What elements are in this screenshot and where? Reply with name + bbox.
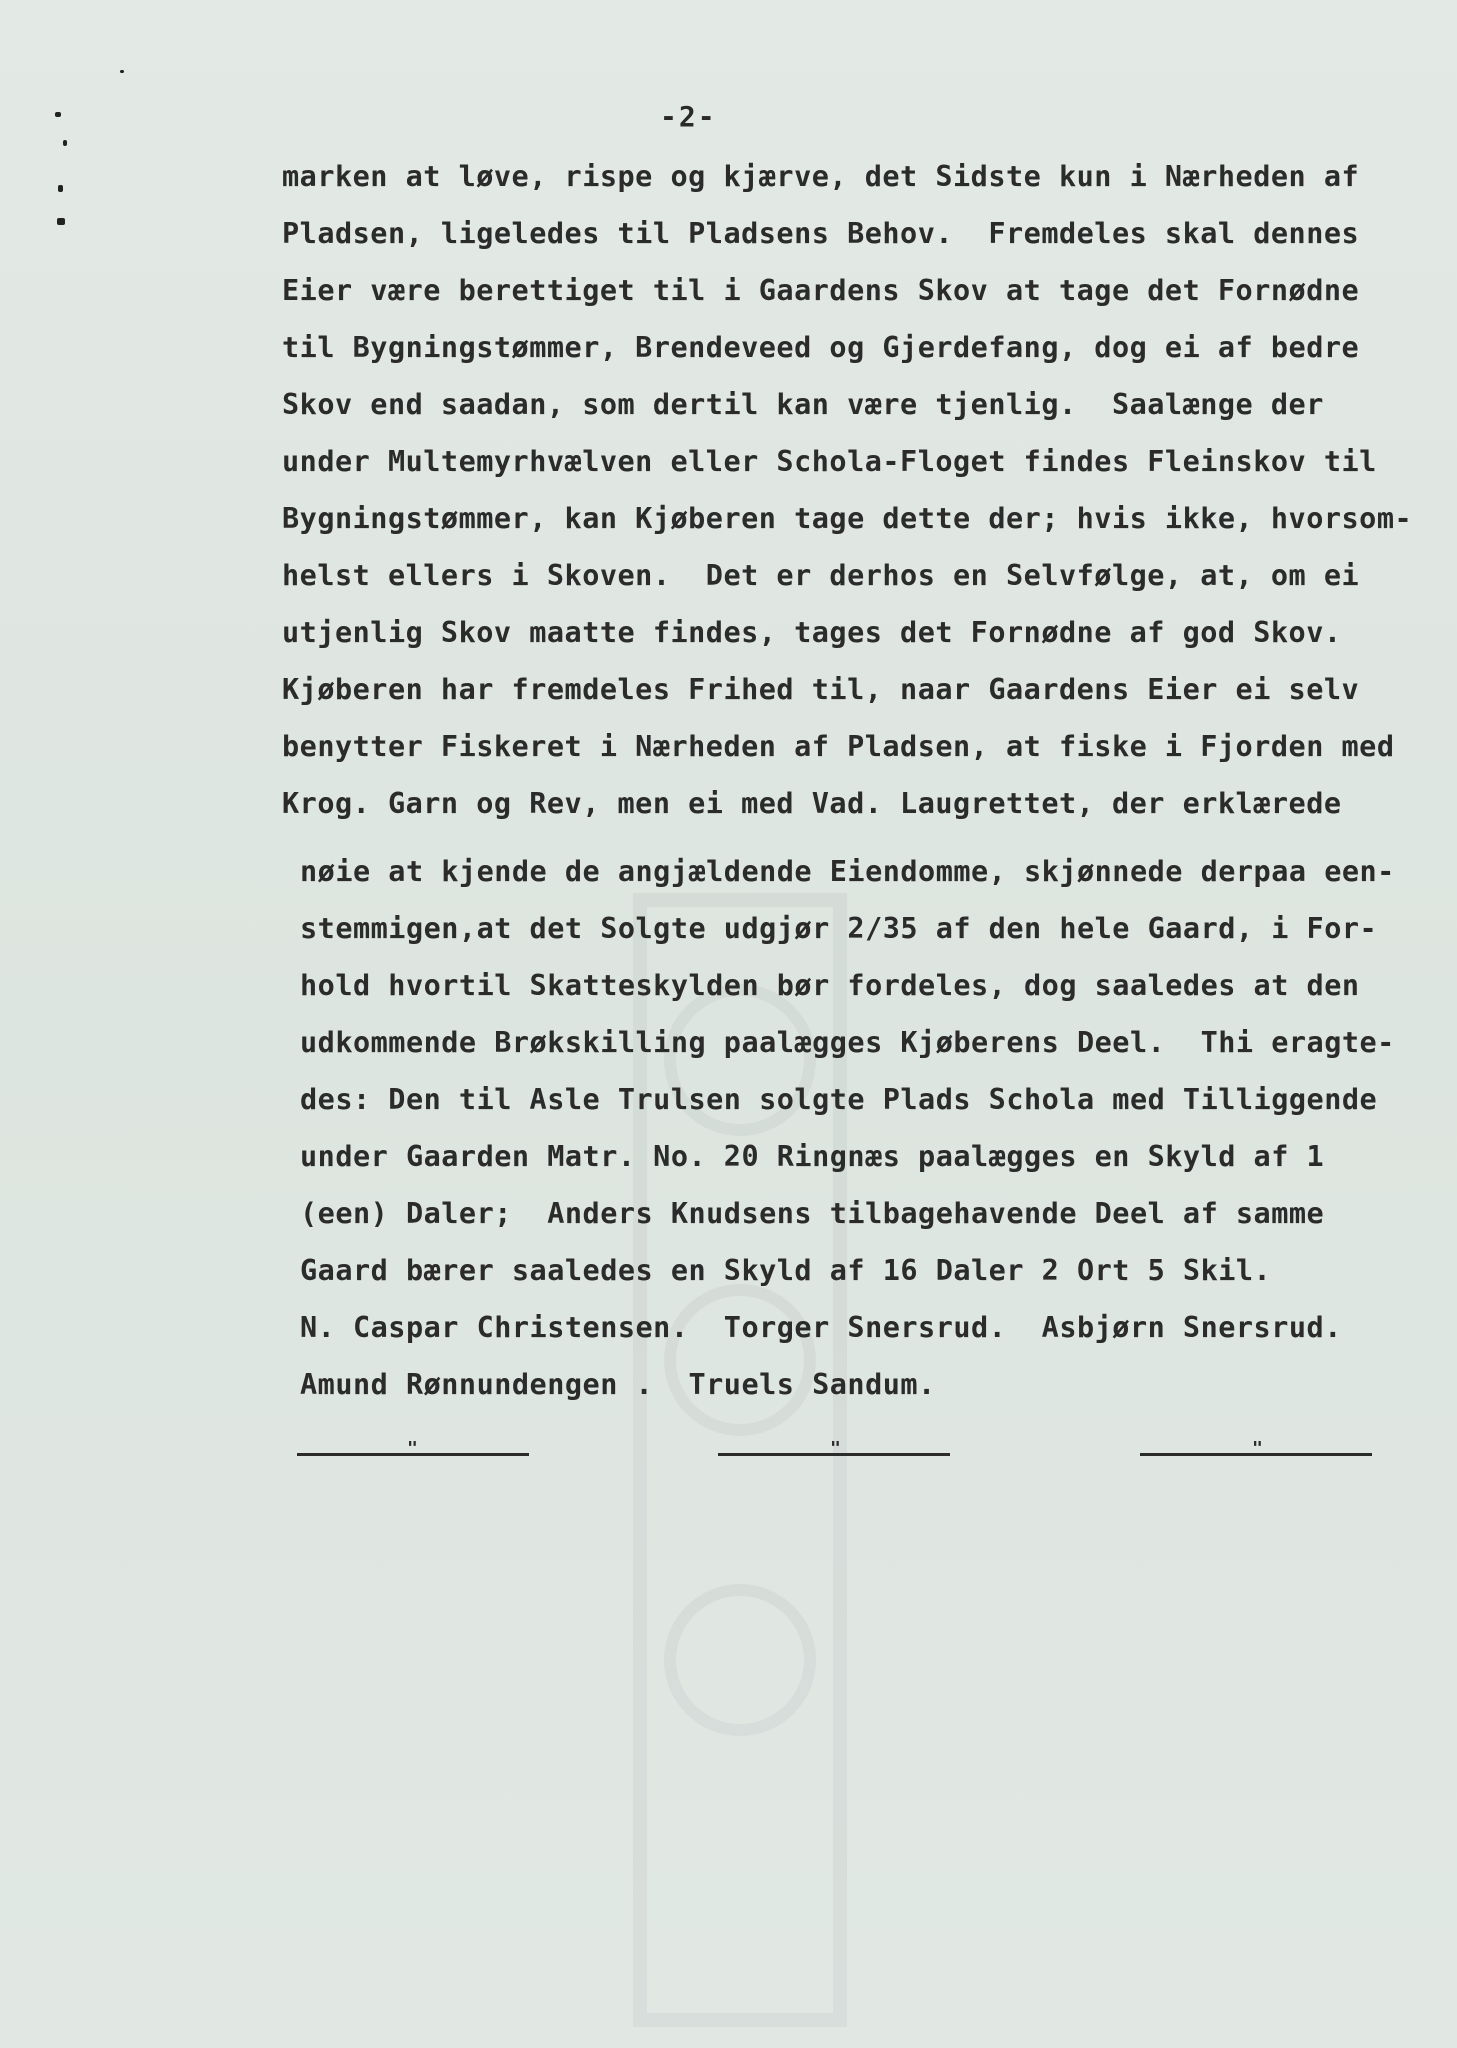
- margin-speck: [57, 218, 65, 225]
- text-line: Krog. Garn og Rev, men ei med Vad. Laugrettet, der erklærede: [282, 787, 1342, 820]
- ditto-mark: ": [830, 1438, 841, 1459]
- text-line: Eier være berettiget til i Gaardens Skov at tage det Fornødne: [282, 274, 1360, 307]
- text-line: under Multemyrhvælven eller Schola-Floget findes Fleinskov til: [282, 445, 1377, 478]
- page-number: -2-: [660, 100, 717, 133]
- text-line: Pladsen, ligeledes til Pladsens Behov. Fremdeles skal dennes: [282, 217, 1360, 250]
- signature-line: Amund Rønnundengen . Truels Sandum.: [300, 1368, 936, 1401]
- text-line: (een) Daler; Anders Knudsens tilbagehavende Deel af samme: [300, 1197, 1325, 1230]
- text-line: til Bygningstømmer, Brendeveed og Gjerdefang, dog ei af bedre: [282, 331, 1360, 364]
- text-line: Kjøberen har fremdeles Frihed til, naar Gaardens Eier ei selv: [282, 673, 1360, 706]
- text-line: nøie at kjende de angjældende Eiendomme, skjønnede derpaa een-: [300, 855, 1395, 888]
- text-line: Skov end saadan, som dertil kan være tjenlig. Saalænge der: [282, 388, 1324, 421]
- text-line: marken at løve, rispe og kjærve, det Sidste kun i Nærheden af: [282, 160, 1360, 193]
- signature-line: N. Caspar Christensen. Torger Snersrud. Asbjørn Snersrud.: [300, 1311, 1342, 1344]
- text-line: utjenlig Skov maatte findes, tages det Fornødne af god Skov.: [282, 616, 1342, 649]
- ditto-mark: ": [1252, 1438, 1263, 1459]
- margin-speck: [120, 70, 124, 73]
- margin-speck: [63, 140, 67, 146]
- text-line: udkommende Brøkskilling paalægges Kjøberens Deel. Thi eragte-: [300, 1026, 1395, 1059]
- text-line: benytter Fiskeret i Nærheden af Pladsen, at fiske i Fjorden med: [282, 730, 1395, 763]
- margin-speck: [58, 185, 63, 192]
- text-line: under Gaarden Matr. No. 20 Ringnæs paalægges en Skyld af 1: [300, 1140, 1325, 1173]
- margin-speck: [55, 112, 61, 117]
- text-line: des: Den til Asle Trulsen solgte Plads Schola med Tilliggende: [300, 1083, 1378, 1116]
- text-line: Bygningstømmer, kan Kjøberen tage dette der; hvis ikke, hvorsom-: [282, 502, 1413, 535]
- text-line: Gaard bærer saaledes en Skyld af 16 Daler 2 Ort 5 Skil.: [300, 1254, 1272, 1287]
- text-line: helst ellers i Skoven. Det er derhos en Selvfølge, at, om ei: [282, 559, 1360, 592]
- text-line: hold hvortil Skatteskylden bør fordeles, dog saaledes at den: [300, 969, 1360, 1002]
- text-line: stemmigen,at det Solgte udgjør 2/35 af den hele Gaard, i For-: [300, 912, 1378, 945]
- ditto-mark: ": [407, 1438, 418, 1459]
